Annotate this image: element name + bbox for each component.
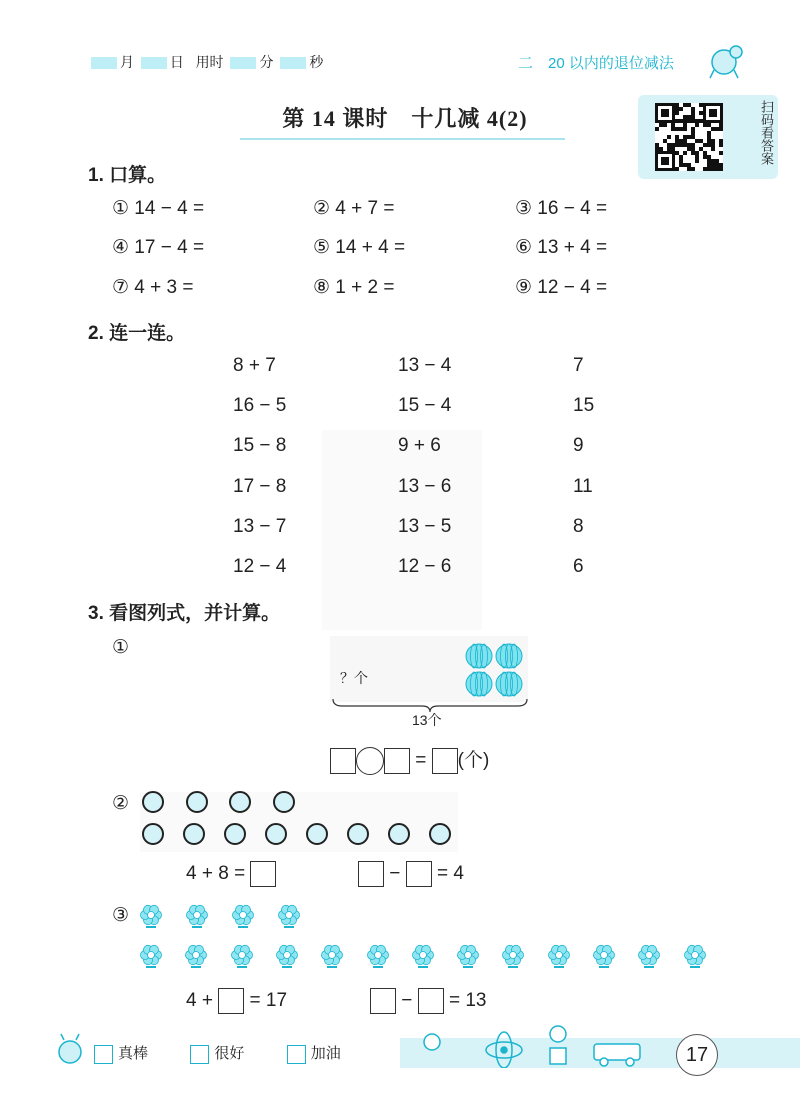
problem3-marker: ③ xyxy=(112,905,130,926)
match-item-col1[interactable]: 15 − 8 xyxy=(233,435,287,457)
section3-title: 3. 看图列式，并计算。 xyxy=(88,603,281,624)
problem1-marker: ① xyxy=(112,637,130,658)
rating-checkbox-great[interactable] xyxy=(94,1045,113,1064)
match-item-col2[interactable]: 13 − 6 xyxy=(398,475,452,497)
match-item-col2[interactable]: 13 − 4 xyxy=(398,355,452,376)
flower-icon xyxy=(229,944,255,970)
equation-text: 4 + 8 = xyxy=(186,863,246,885)
flower-icon xyxy=(500,944,526,970)
circle-icon xyxy=(224,823,246,845)
answer-box[interactable] xyxy=(218,988,244,1014)
equation-text: = 13 xyxy=(448,990,487,1012)
section2-title: 2. 连一连。 xyxy=(88,323,186,344)
pumpkin-group xyxy=(462,640,528,700)
match-item-col3[interactable]: 6 xyxy=(573,556,584,577)
match-item-col1[interactable]: 8 + 7 xyxy=(233,355,276,376)
month-label: 月 xyxy=(120,54,134,70)
match-item-col1[interactable]: 17 − 8 xyxy=(233,475,287,497)
match-item-col2[interactable]: 12 − 6 xyxy=(398,556,452,577)
minute-label: 分 xyxy=(259,54,274,70)
unknown-count-label: ？个 xyxy=(340,670,368,686)
minus-sign: − xyxy=(401,990,413,1012)
equation-text: 4 + xyxy=(186,990,213,1012)
minus-sign: − xyxy=(389,863,401,885)
month-blank[interactable] xyxy=(91,57,117,69)
problem2-equation2 xyxy=(358,861,464,887)
flower-icon xyxy=(183,944,209,970)
answer-box[interactable] xyxy=(384,748,410,774)
answer-box[interactable] xyxy=(418,988,444,1014)
pumpkin-icon xyxy=(496,644,522,668)
match-item-col2[interactable]: 9 + 6 xyxy=(398,435,441,457)
unit-label: (个) xyxy=(457,750,490,771)
time-used-label: 用时 xyxy=(195,54,224,70)
match-item-col1[interactable]: 12 − 4 xyxy=(233,556,287,577)
circle-icon xyxy=(306,823,328,845)
decorative-bug-icon xyxy=(52,1032,88,1068)
date-time-line xyxy=(88,52,323,72)
total-count-label: 13个 xyxy=(412,712,442,728)
mental-math-item: ② 4 + 7 = xyxy=(313,198,395,219)
match-item-col3[interactable]: 15 xyxy=(573,395,595,417)
problem3-equation2 xyxy=(370,988,486,1014)
rating-label: 很好 xyxy=(214,1045,245,1062)
circle-icon xyxy=(142,791,164,813)
circle-icon xyxy=(265,823,287,845)
mental-math-item: ⑤ 14 + 4 = xyxy=(313,237,406,258)
circle-icon xyxy=(429,823,451,845)
pumpkin-icon xyxy=(466,644,492,668)
answer-box[interactable] xyxy=(406,861,432,887)
circle-icon xyxy=(142,823,164,845)
circle-icon xyxy=(347,823,369,845)
circle-icon xyxy=(388,823,410,845)
mental-math-item: ⑨ 12 − 4 = xyxy=(515,277,608,298)
unit-title: 二 20 以内的退位减法 xyxy=(518,55,674,72)
mental-math-item: ④ 17 − 4 = xyxy=(112,237,205,258)
mental-math-item: ⑧ 1 + 2 = xyxy=(313,277,395,298)
flower-icon xyxy=(184,904,210,930)
answer-box[interactable] xyxy=(250,861,276,887)
circle-icon xyxy=(229,791,251,813)
flower-icon xyxy=(138,904,164,930)
match-item-col3[interactable]: 11 xyxy=(573,475,593,497)
title-underline xyxy=(240,138,565,140)
equation-text: = 4 xyxy=(436,863,464,885)
day-label: 日 xyxy=(169,54,184,70)
mental-math-item: ⑦ 4 + 3 = xyxy=(112,277,194,298)
flower-icon xyxy=(230,904,256,930)
self-rating xyxy=(94,1042,341,1064)
equals-sign: = xyxy=(415,750,427,771)
pumpkin-icon xyxy=(466,672,492,696)
flower-icon xyxy=(274,944,300,970)
match-item-col2[interactable]: 15 − 4 xyxy=(398,395,452,417)
flower-icon xyxy=(365,944,391,970)
problem2-equation1 xyxy=(186,861,276,887)
match-item-col3[interactable]: 9 xyxy=(573,435,584,457)
match-item-col3[interactable]: 7 xyxy=(573,355,584,376)
section1-title: 1. 口算。 xyxy=(88,165,167,186)
answer-box[interactable] xyxy=(358,861,384,887)
problem3-equation1 xyxy=(186,988,287,1014)
mental-math-item: ③ 16 − 4 = xyxy=(515,198,608,219)
lesson-title: 第 14 课时 十几减 4(2) xyxy=(282,106,528,131)
match-item-col2[interactable]: 13 − 5 xyxy=(398,515,452,537)
mental-math-item: ① 14 − 4 = xyxy=(112,198,205,219)
mental-math-item: ⑥ 13 + 4 = xyxy=(515,237,608,258)
flower-icon xyxy=(636,944,662,970)
day-blank[interactable] xyxy=(141,57,167,69)
decorative-footer-icons xyxy=(416,1022,656,1068)
problem2-marker: ② xyxy=(112,793,130,814)
pumpkin-icon xyxy=(496,672,522,696)
flower-icon xyxy=(138,944,164,970)
equation-text: = 17 xyxy=(249,990,288,1012)
flower-icon xyxy=(410,944,436,970)
rating-checkbox-good[interactable] xyxy=(190,1045,209,1064)
answer-box[interactable] xyxy=(330,748,356,774)
match-item-col3[interactable]: 8 xyxy=(573,515,584,537)
circle-icon xyxy=(183,823,205,845)
decorative-cartoon-icon xyxy=(706,40,748,80)
minute-blank[interactable] xyxy=(230,57,256,69)
rating-checkbox-keep-going[interactable] xyxy=(287,1045,306,1064)
second-label: 秒 xyxy=(309,54,324,70)
circle-icon xyxy=(186,791,208,813)
flower-icon xyxy=(319,944,345,970)
problem1-equation xyxy=(330,745,489,775)
answer-box[interactable] xyxy=(432,748,458,774)
qr-label: 扫码看答案 xyxy=(759,100,774,165)
answer-box[interactable] xyxy=(370,988,396,1014)
flower-icon xyxy=(591,944,617,970)
flower-icon xyxy=(455,944,481,970)
match-item-col1[interactable]: 16 − 5 xyxy=(233,395,287,417)
circle-icon xyxy=(273,791,295,813)
rating-label: 真棒 xyxy=(118,1045,149,1062)
flower-icon xyxy=(276,904,302,930)
flower-icon xyxy=(682,944,708,970)
match-item-col1[interactable]: 13 − 7 xyxy=(233,515,287,537)
page-number: 17 xyxy=(676,1034,718,1076)
rating-label: 加油 xyxy=(310,1045,341,1062)
second-blank[interactable] xyxy=(280,57,306,69)
qr-code-icon[interactable] xyxy=(655,103,723,171)
operator-circle[interactable] xyxy=(356,747,384,775)
flower-icon xyxy=(546,944,572,970)
